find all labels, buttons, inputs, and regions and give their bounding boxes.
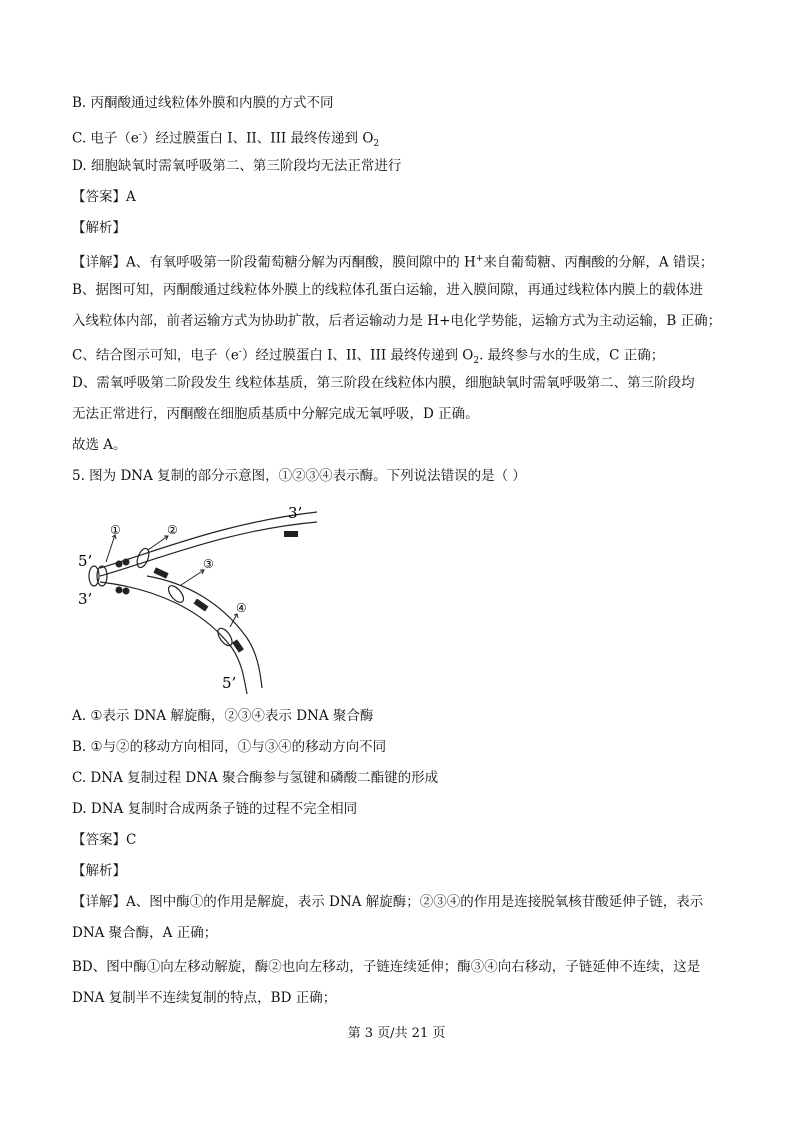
label-5p-left: 5’ (78, 552, 93, 570)
ssb-protein (123, 559, 130, 566)
arrow-enzyme-1 (106, 535, 115, 562)
q5-answer: 【答案】C (72, 832, 137, 848)
arrow-enzyme-3 (181, 570, 204, 585)
label-enzyme-1: ① (110, 523, 121, 537)
q4-detail-4a: C、结合图示可知，电子（e (72, 347, 239, 364)
enzyme-2 (135, 547, 151, 569)
ssb-protein (116, 561, 123, 568)
q4-detail-line-2: B、据图可知，丙酮酸通过线粒体外膜上的线粒体孔蛋白运输，进入膜间隙，再通过线粒体内膜上的载体进 (72, 282, 703, 298)
q4-detail-4-sup: - (238, 347, 242, 357)
q5-option-a: A. ①表示 DNA 解旋酶，②③④表示 DNA 聚合酶 (72, 708, 374, 724)
q5-detail-line-1: 【详解】A、图中酶①的作用是解旋，表示 DNA 解旋酶；②③④的作用是连接脱氧核苷酸延伸子链，表示 (72, 894, 704, 910)
q4-detail-1a: 【详解】A、有氧呼吸第一阶段葡萄糖分解为丙酮酸，膜间隙中的 H (72, 254, 476, 271)
label-enzyme-2: ② (167, 523, 178, 537)
q5-option-b: B. ①与②的移动方向相同，①与③④的移动方向不同 (72, 739, 387, 755)
q4-detail-line-1 (72, 250, 713, 272)
label-enzyme-4: ④ (236, 601, 247, 615)
q4-option-b: B. 丙酮酸通过线粒体外膜和内膜的方式不同 (72, 95, 334, 111)
q5-option-d: D. DNA 复制时合成两条子链的过程不完全相同 (72, 801, 358, 817)
label-3p-left: 3’ (78, 590, 93, 608)
q5-detail-line-3: BD、图中酶①向左移动解旋，酶②也向左移动，子链连续延伸；酶③④向右移动，子链延伸不连续，这是 (72, 959, 701, 975)
q4-option-c-sup: - (138, 130, 142, 140)
label-3p-top: 3’ (288, 504, 303, 522)
q5-stem: 5. 图为 DNA 复制的部分示意图，①②③④表示酶。下列说法错误的是（ ） (72, 468, 526, 484)
arrow-enzyme-2 (148, 536, 168, 550)
page-footer: 第 3 页/共 21 页 (347, 1026, 446, 1041)
okazaki-fragment-2 (194, 599, 209, 612)
q4-option-d: D. 细胞缺氧时需氧呼吸第二、第三阶段均无法正常进行 (72, 158, 402, 174)
q4-analysis-heading: 【解析】 (72, 220, 126, 236)
label-5p-bottom: 5’ (222, 674, 237, 692)
q4-detail-1b: 来自葡萄糖、丙酮酸的分解，A 错误； (483, 254, 714, 271)
q4-detail-4c: . 最终参与水的生成，C 正确； (479, 347, 665, 364)
q4-conclusion: 故选 A。 (72, 437, 127, 453)
primer-top (284, 531, 298, 537)
q4-detail-4-sub: 2 (473, 356, 480, 367)
bottom-strand-inner (147, 576, 262, 688)
q5-detail-line-4: DNA 复制半不连续复制的特点，BD 正确； (72, 990, 337, 1006)
q4-detail-1-sup: + (475, 254, 484, 264)
q5-analysis-heading: 【解析】 (72, 863, 126, 879)
q5-detail-line-2: DNA 聚合酶，A 正确； (72, 925, 218, 941)
ssb-protein (116, 587, 123, 594)
q4-detail-line-5: D、需氧呼吸第二阶段发生 线粒体基质，第三阶段在线粒体内膜，细胞缺氧时需氧呼吸第二、第三阶段均 (72, 375, 695, 391)
q4-option-c-pre: C. 电子（e (72, 130, 139, 147)
ssb-protein (123, 588, 130, 595)
okazaki-fragment-1 (153, 567, 168, 578)
q5-option-c: C. DNA 复制过程 DNA 聚合酶参与氢键和磷酸二酯键的形成 (72, 770, 439, 786)
q4-detail-line-4 (72, 343, 664, 370)
label-enzyme-3: ③ (203, 557, 214, 571)
enzyme-4 (215, 626, 235, 648)
dna-replication-figure (72, 498, 322, 694)
q4-detail-line-3: 入线粒体内部，前者运输方式为协助扩散，后者运输动力是 H+电化学势能，运输方式为主动运输，B 正确； (72, 313, 722, 329)
q4-detail-4b: ）经过膜蛋白 I、II、III 最终传递到 O (241, 347, 474, 364)
q4-option-c-sub: 2 (373, 139, 380, 150)
q4-option-c (72, 126, 379, 153)
q4-detail-line-6: 无法正常进行，丙酮酸在细胞质基质中分解完成无氧呼吸，D 正确。 (72, 406, 479, 422)
q4-answer: 【答案】A (72, 189, 136, 205)
q4-option-c-post: ）经过膜蛋白 I、II、III 最终传递到 O (141, 130, 374, 147)
